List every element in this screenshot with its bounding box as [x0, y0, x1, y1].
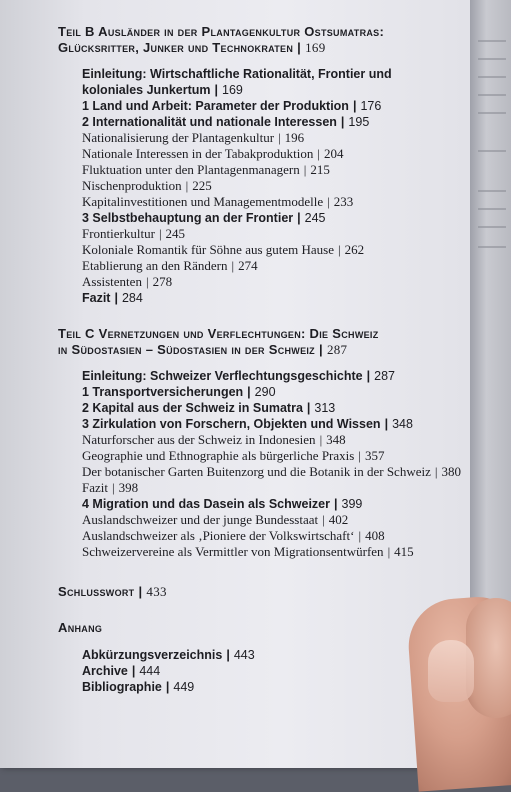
page-number: 233: [333, 194, 354, 209]
toc-entry: [82, 496, 463, 512]
page-number: 287: [326, 342, 348, 357]
separator: |: [145, 274, 149, 289]
toc-entry: [82, 194, 463, 210]
toc-entry: [82, 178, 463, 194]
page-number: 444: [139, 664, 161, 678]
page-number: 380: [441, 464, 461, 479]
page-number: 449: [173, 680, 195, 694]
toc-entry-text: Fazit: [82, 291, 111, 305]
part-b-title-line2: [58, 40, 463, 56]
page-number: 245: [304, 211, 326, 225]
toc-entry-text: Archive: [82, 664, 128, 678]
separator: |: [366, 369, 371, 383]
thumb-nail: [428, 640, 474, 702]
page-number: 398: [118, 480, 139, 495]
toc-entry: [82, 544, 463, 560]
toc-entry-text: Schweizervereine als Vermittler von Migrationsentwürfen: [82, 544, 384, 559]
separator: |: [247, 385, 251, 399]
separator: |: [112, 480, 115, 495]
toc-entry-text: 1 Land und Arbeit: Parameter der Produktion: [82, 99, 349, 113]
toc-entry-text: Frontierkultur: [82, 226, 155, 241]
separator: |: [306, 401, 311, 415]
page-number: 169: [222, 83, 243, 97]
page-number: 290: [254, 385, 276, 399]
separator: |: [226, 648, 230, 662]
toc-entry: [82, 679, 463, 695]
part-b-title-line2-text: Glücksritter, Junker und Technokraten: [58, 40, 294, 55]
toc-entry-text: Koloniale Romantik für Söhne aus gutem Hause: [82, 242, 335, 257]
part-b-title-line1: Teil B Ausländer in der Plantagenkultur Ostsumatras:: [58, 24, 385, 39]
toc-entry: [82, 432, 463, 448]
toc-entry-text: 3 Zirkulation von Forschern, Objekten und Wissen: [82, 417, 381, 431]
toc-entry-text: Auslandschweizer und der junge Bundesstaat: [82, 512, 319, 527]
page-number: 204: [323, 146, 344, 161]
toc-entry-text: Bibliographie: [82, 680, 162, 694]
toc-entry: [82, 258, 463, 274]
page-number: 169: [305, 40, 326, 55]
separator: |: [317, 146, 320, 161]
toc-entry-text: 3 Selbstbehauptung an der Frontier: [82, 211, 294, 225]
toc-entry-text: Nischenproduktion: [82, 178, 182, 193]
separator: |: [334, 497, 338, 511]
toc-entry: [82, 114, 463, 130]
toc-entry: [82, 368, 463, 384]
separator: |: [338, 242, 341, 257]
separator: |: [327, 194, 330, 209]
toc-entry: [82, 162, 463, 178]
separator: |: [278, 130, 281, 145]
separator: |: [387, 544, 391, 559]
part-b-entries: [82, 66, 463, 306]
toc-entry: [82, 130, 463, 146]
separator: |: [319, 342, 323, 357]
toc-entry: [82, 210, 463, 226]
separator: |: [340, 115, 345, 129]
toc-entry: [82, 384, 463, 400]
toc-entry-text: Einleitung: Schweizer Verflechtungsgeschichte: [82, 369, 363, 383]
toc-entry-text: 4 Migration und das Dasein als Schweizer: [82, 497, 330, 511]
separator: |: [185, 178, 189, 193]
table-of-contents: [58, 24, 463, 695]
toc-entry: [82, 448, 463, 464]
toc-entry: [82, 464, 463, 480]
toc-entry-line2: [82, 82, 463, 98]
toc-entry-text: Geographie und Ethnographie als bürgerliche Praxis: [82, 448, 355, 463]
page-number: 357: [364, 448, 385, 463]
toc-entry: [82, 416, 463, 432]
toc-entry: [82, 98, 463, 114]
part-c-title-line2-text: in Südostasien – Südostasien in der Schweiz: [58, 342, 315, 357]
separator: |: [165, 680, 170, 694]
toc-entry-text: 1 Transportversicherungen: [82, 385, 244, 399]
toc-entry-continuation: koloniales Junkertum: [82, 83, 211, 97]
toc-entry-text: Kapitalinvestitionen und Managementmodelle: [82, 194, 324, 209]
part-c-entries: [82, 368, 463, 560]
schlusswort-title: Schlusswort: [58, 584, 135, 599]
anhang-heading: Anhang: [58, 620, 103, 635]
anhang-entries: [82, 647, 463, 695]
separator: |: [434, 464, 438, 479]
toc-entry-text: Etablierung an den Rändern: [82, 258, 228, 273]
page-number: 399: [341, 497, 363, 511]
toc-entry: [82, 274, 463, 290]
page-number: 262: [344, 242, 365, 257]
page-number: 408: [365, 528, 385, 543]
separator: |: [384, 417, 389, 431]
toc-entry-text: Fluktuation unter den Plantagenmanagern: [82, 162, 300, 177]
page-number: 415: [394, 544, 414, 559]
part-c-heading: [58, 326, 463, 358]
separator: |: [358, 528, 362, 543]
toc-entry-text: Nationalisierung der Plantagenkultur: [82, 130, 275, 145]
separator: |: [114, 291, 118, 305]
page-number: 176: [360, 99, 382, 113]
separator: |: [319, 432, 323, 447]
part-b-heading: [58, 24, 463, 56]
page-number: 278: [152, 274, 173, 289]
separator: |: [297, 211, 301, 225]
toc-entry: [82, 480, 463, 496]
page-number: 195: [348, 115, 370, 129]
toc-entry: [82, 66, 463, 98]
toc-entry-text: Einleitung: Wirtschaftliche Rationalität, Frontier und: [82, 67, 392, 81]
toc-entry-text: Auslandschweizer als ‚Pioniere der Volkswirtschaft‘: [82, 528, 355, 543]
separator: |: [158, 226, 162, 241]
toc-entry-text: 2 Internationalität und nationale Interessen: [82, 115, 337, 129]
page-number: 287: [374, 369, 395, 383]
page-number: 348: [326, 432, 346, 447]
page-number: 245: [165, 226, 186, 241]
toc-entry-text: Fazit: [82, 480, 108, 495]
separator: |: [138, 584, 143, 599]
page-number: 348: [392, 417, 413, 431]
separator: |: [358, 448, 361, 463]
page-number: 284: [121, 291, 143, 305]
schlusswort-entry: [58, 584, 463, 600]
toc-entry: [82, 647, 463, 663]
toc-entry: [82, 512, 463, 528]
toc-entry-text: Der botanischer Garten Buitenzorg und die Botanik in der Schweiz: [82, 464, 431, 479]
separator: |: [214, 83, 219, 97]
page-number: 433: [146, 584, 167, 599]
page-number: 313: [314, 401, 336, 415]
toc-entry: [82, 226, 463, 242]
separator: |: [297, 40, 302, 55]
separator: |: [131, 664, 136, 678]
page-number: 443: [233, 648, 255, 662]
separator: |: [231, 258, 235, 273]
toc-entry: [82, 400, 463, 416]
toc-entry: [82, 290, 463, 306]
toc-entry-text: Assistenten: [82, 274, 142, 289]
page-number: 215: [310, 162, 330, 177]
separator: |: [322, 512, 325, 527]
toc-entry-text: Abkürzungsverzeichnis: [82, 648, 223, 662]
page-number: 196: [284, 130, 305, 145]
toc-entry: [82, 663, 463, 679]
part-c-title-line1: Teil C Vernetzungen und Verflechtungen: Die Schweiz: [58, 326, 379, 341]
toc-entry: [82, 146, 463, 162]
toc-entry-text: Nationale Interessen in der Tabakproduktion: [82, 146, 314, 161]
toc-entry-text: Naturforscher aus der Schweiz in Indonesien: [82, 432, 316, 447]
separator: |: [352, 99, 357, 113]
toc-entry-text: 2 Kapital aus der Schweiz in Sumatra: [82, 401, 303, 415]
part-c-title-line2: [58, 342, 463, 358]
page-number: 225: [192, 178, 212, 193]
toc-entry: [82, 242, 463, 258]
page-number: 402: [328, 512, 349, 527]
toc-entry: [82, 528, 463, 544]
page-number: 274: [238, 258, 258, 273]
separator: |: [303, 162, 307, 177]
